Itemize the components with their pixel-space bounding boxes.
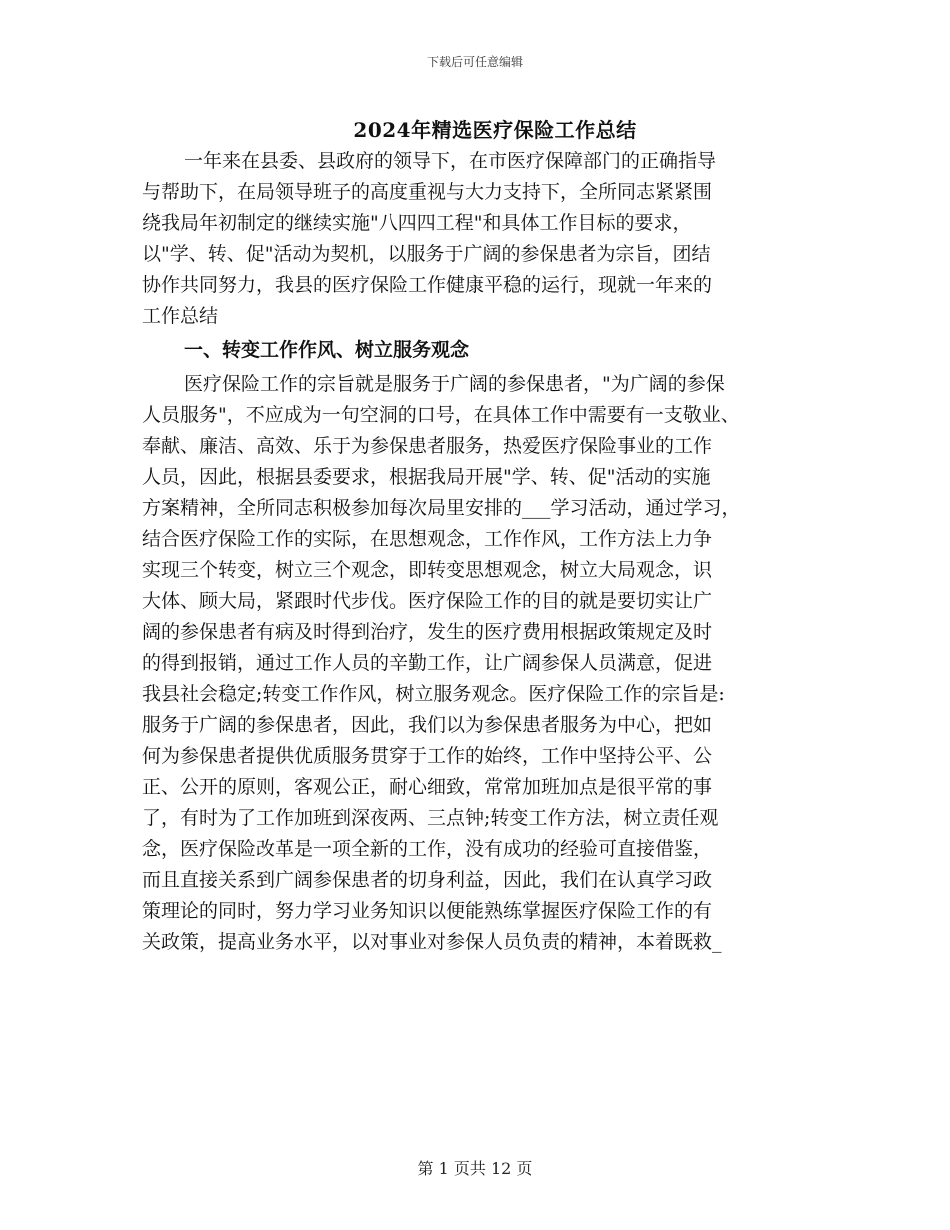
section-line: 而且直接关系到广阔参保患者的切身利益，因此，我们在认真学习政 [142, 869, 713, 891]
document-body [142, 146, 822, 958]
section-line: 方案精神，全所同志积极参加每次局里安排的___学习活动，通过学习， [142, 497, 741, 519]
section-line: 关政策，提高业务水平，以对事业对参保人员负责的精神，本着既救_ [142, 931, 722, 953]
intro-line: 绕我局年初制定的继续实施"八四四工程"和具体工作目标的要求， [142, 212, 692, 234]
section-paragraph [142, 369, 822, 958]
section-line: 我县社会稳定;转变工作作风，树立服务观念。医疗保险工作的宗旨是: [142, 683, 725, 705]
section-heading: 一、转变工作作风、树立服务观念 [184, 339, 470, 361]
section-line: 阔的参保患者有病及时得到治疗，发生的医疗费用根据政策规定及时 [142, 621, 713, 643]
section-line: 了，有时为了工作加班到深夜两、三点钟;转变工作方法，树立责任观 [142, 807, 719, 829]
intro-line: 与帮助下，在局领导班子的高度重视与大力支持下，全所同志紧紧围 [142, 181, 713, 203]
section-line: 结合医疗保险工作的实际，在思想观念，工作作风，工作方法上力争 [142, 528, 713, 550]
section-line: 实现三个转变，树立三个观念，即转变思想观念，树立大局观念，识 [142, 559, 713, 581]
section-line: 人员服务"，不应成为一句空洞的口号，在具体工作中需要有一支敬业、 [142, 404, 740, 426]
intro-line: 协作共同努力，我县的医疗保险工作健康平稳的运行，现就一年来的 [142, 274, 713, 296]
intro-line: 工作总结 [142, 305, 219, 327]
section-line: 医疗保险工作的宗旨就是服务于广阔的参保患者，"为广阔的参保 [184, 373, 725, 395]
section-line: 的得到报销，通过工作人员的辛勤工作，让广阔参保人员满意，促进 [142, 652, 713, 674]
page-footer: 第 1 页共 12 页 [417, 1159, 533, 1178]
page-header-note: 下载后可任意编辑 [426, 55, 523, 69]
section-line: 念，医疗保险改革是一项全新的工作，没有成功的经验可直接借鉴， [142, 838, 713, 860]
section-line: 大体、顾大局，紧跟时代步伐。医疗保险工作的目的就是要切实让广 [142, 590, 713, 612]
intro-paragraph [142, 146, 822, 332]
section-line: 正、公开的原则，客观公正，耐心细致，常常加班加点是很平常的事 [142, 776, 713, 798]
section-line: 服务于广阔的参保患者，因此，我们以为参保患者服务为中心，把如 [142, 714, 713, 736]
intro-line: 以"学、转、促"活动为契机，以服务于广阔的参保患者为宗旨，团结 [142, 243, 711, 265]
section-line: 奉献、廉洁、高效、乐于为参保患者服务，热爱医疗保险事业的工作 [142, 435, 713, 457]
intro-line: 一年来在县委、县政府的领导下，在市医疗保障部门的正确指导 [184, 150, 717, 172]
section-line: 何为参保患者提供优质服务贯穿于工作的始终，工作中坚持公平、公 [142, 745, 713, 767]
document-title: 2024年精选医疗保险工作总结 [353, 118, 637, 142]
section-line: 人员，因此，根据县委要求，根据我局开展"学、转、促"活动的实施 [142, 466, 711, 488]
section-line: 策理论的同时，努力学习业务知识以便能熟练掌握医疗保险工作的有 [142, 900, 713, 922]
